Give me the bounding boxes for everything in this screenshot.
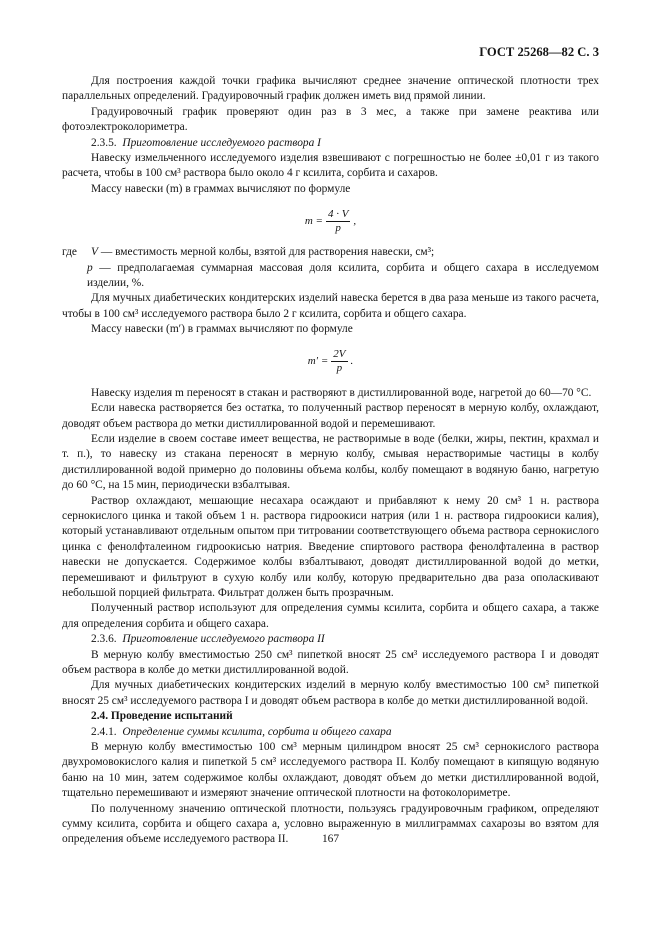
variable-definitions xyxy=(62,245,599,291)
text-section-2 xyxy=(62,291,599,337)
definition-body: — вместимость мерной колбы, взятой для растворения навески, см³; xyxy=(100,246,435,259)
formula-denominator: p xyxy=(336,362,343,375)
subsection-heading xyxy=(62,725,599,740)
definition-text xyxy=(91,245,599,260)
subsection-title: Приготовление исследуемого раствора II xyxy=(122,633,325,646)
document-page xyxy=(62,44,599,924)
paragraph: Полученный раствор используют для определения суммы ксилита, сорбита и общего сахара, а также для определения сорбита и общего сахара. xyxy=(62,602,599,630)
definition-term: V xyxy=(91,246,98,259)
formula-fraction xyxy=(331,348,347,375)
paragraph: Навеску измельченного исследуемого изделия взвешивают с погрешностью не более ±0,01 г из такого расчета, чтобы в 100 см³ раствора было около 4 г ксилита, сорбита и сахаров. xyxy=(62,152,599,180)
definition-row xyxy=(62,261,599,292)
paragraph: Массу навески (m) в граммах вычисляют по формуле xyxy=(91,182,351,195)
subsection-heading xyxy=(62,632,599,647)
definition-term: p xyxy=(87,261,93,274)
formula-tail: , xyxy=(353,214,357,227)
subsection-title: Определение суммы ксилита, сорбита и общего сахара xyxy=(122,725,392,738)
paragraph: Для мучных диабетических кондитерских изделий навеска берется в два раза меньше из такого расчета, чтобы в 100 см³ исследуемого раствора было 2 г ксилита, сорбита и общего сахара. xyxy=(62,292,599,320)
definition-lead: где xyxy=(62,246,77,259)
subsection-title: Приготовление исследуемого раствора I xyxy=(122,136,321,149)
subsection-heading xyxy=(62,136,599,151)
definition-body: — предполагаемая суммарная массовая доля ксилита, сорбита и общего сахара в исследуемом изделии, %. xyxy=(87,261,599,290)
paragraph: Массу навески (m′) в граммах вычисляют по формуле xyxy=(91,323,353,336)
formula-numerator: 2V xyxy=(333,348,346,361)
paragraph: Навеску изделия m переносят в стакан и растворяют в дистиллированной воде, нагретой до 60—70 °С. xyxy=(91,386,592,399)
formula-mass xyxy=(62,199,599,243)
text-section-1 xyxy=(62,74,599,197)
formula-lhs: m′ = xyxy=(307,354,329,367)
formula-lhs: m = xyxy=(304,214,323,227)
formula-numerator: 4 · V xyxy=(327,207,349,220)
paragraph: Если навеска растворяется без остатка, то полученный раствор переносят в мерную колбу, охлаждают, доводят объем раствора до метки дистиллированной водой и перемешивают. xyxy=(62,402,599,430)
subsection-number: 2.3.5. xyxy=(91,136,117,149)
subsection-number: 2.4.1. xyxy=(91,725,117,738)
paragraph: Для мучных диабетических кондитерских изделий в мерную колбу вместимостью 100 см³ пипеткой вносят 25 см³ исследуемого раствора I и доводят объем раствора в колбе до метки дистиллированной водой. xyxy=(62,679,599,707)
page-header: ГОСТ 25268—82 С. 3 xyxy=(479,45,599,59)
paragraph: Градуировочный график проверяют один раз в 3 мес, а также при замене реактива или фотоэлектроколориметра. xyxy=(62,105,599,134)
definition-text xyxy=(87,261,599,292)
paragraph: Раствор охлаждают, мешающие несахара осаждают и прибавляют к нему 20 см³ 1 н. раствора сернокислого цинка и такой объем 1 н. раствора гидроокиси натрия (или 1 н. раствора гидроокиси калия), который устанавливают отдельным опытом при титровании соответствующего объема раствора сернокислого цинка с фенолфталеином гидроокисью натрия. Введение спиртового раствора фенолфталеина в раствор навески не допускается. Содержимое колбы взбалтывают, доводят дистиллированной водой до метки, перемешивают и фильтруют в сухую колбу или колбу, которую предварительно два раза ополаскивают небольшой порцией фильтрата. Фильтрат должен быть прозрачным. xyxy=(62,494,599,599)
definition-row xyxy=(62,245,599,260)
paragraph: Если изделие в своем составе имеет вещества, не растворимые в воде (белки, жиры, пектин, крахмал и т. п.), то навеску из стакана переносят в мерную колбу, смывая нерастворимые частицы в колбу дистиллированной водой примерно до половины объема колбы, колбу помещают в водяную баню, нагретую до 60 °С, на 15 мин, периодически взбалтывая. xyxy=(62,432,599,492)
paragraph: Для построения каждой точки графика вычисляют среднее значение оптической плотности трех параллельных определений. Градуировочный график должен иметь вид прямой линии. xyxy=(62,75,599,103)
formula-mass-prime xyxy=(62,340,599,384)
formula-tail: . xyxy=(350,354,354,367)
paragraph: В мерную колбу вместимостью 250 см³ пипеткой вносят 25 см³ исследуемого раствора I и доводят объем раствора в колбе до метки дистиллированной водой. xyxy=(62,648,599,676)
subsection-number: 2.3.6. xyxy=(91,633,117,646)
paragraph: По полученному значению оптической плотности, пользуясь градуировочным графиком, определяют сумму ксилита, сорбита и общего сахара a, условно выраженную в миллиграммах сахарозы во взятом для определения объеме исследуемого раствора II. xyxy=(62,802,599,846)
section-heading: 2.4. Проведение испытаний xyxy=(91,710,233,723)
text-section-3 xyxy=(62,386,599,848)
page-number: 167 xyxy=(321,833,340,845)
formula-fraction xyxy=(326,208,350,235)
formula-denominator: p xyxy=(335,221,341,234)
paragraph: В мерную колбу вместимостью 100 см³ мерным цилиндром вносят 25 см³ сернокислого раствора двухромовокислого калия и пипеткой 5 см³ исследуемого раствора II. Колбу помещают в кипящую водяную баню на 10 мин, затем содержимое колбы охлаждают, доводят объем до метки дистиллированной водой, тщательно перемешивают и измеряют значение оптической плотности на фотоколориметре. xyxy=(62,741,599,800)
